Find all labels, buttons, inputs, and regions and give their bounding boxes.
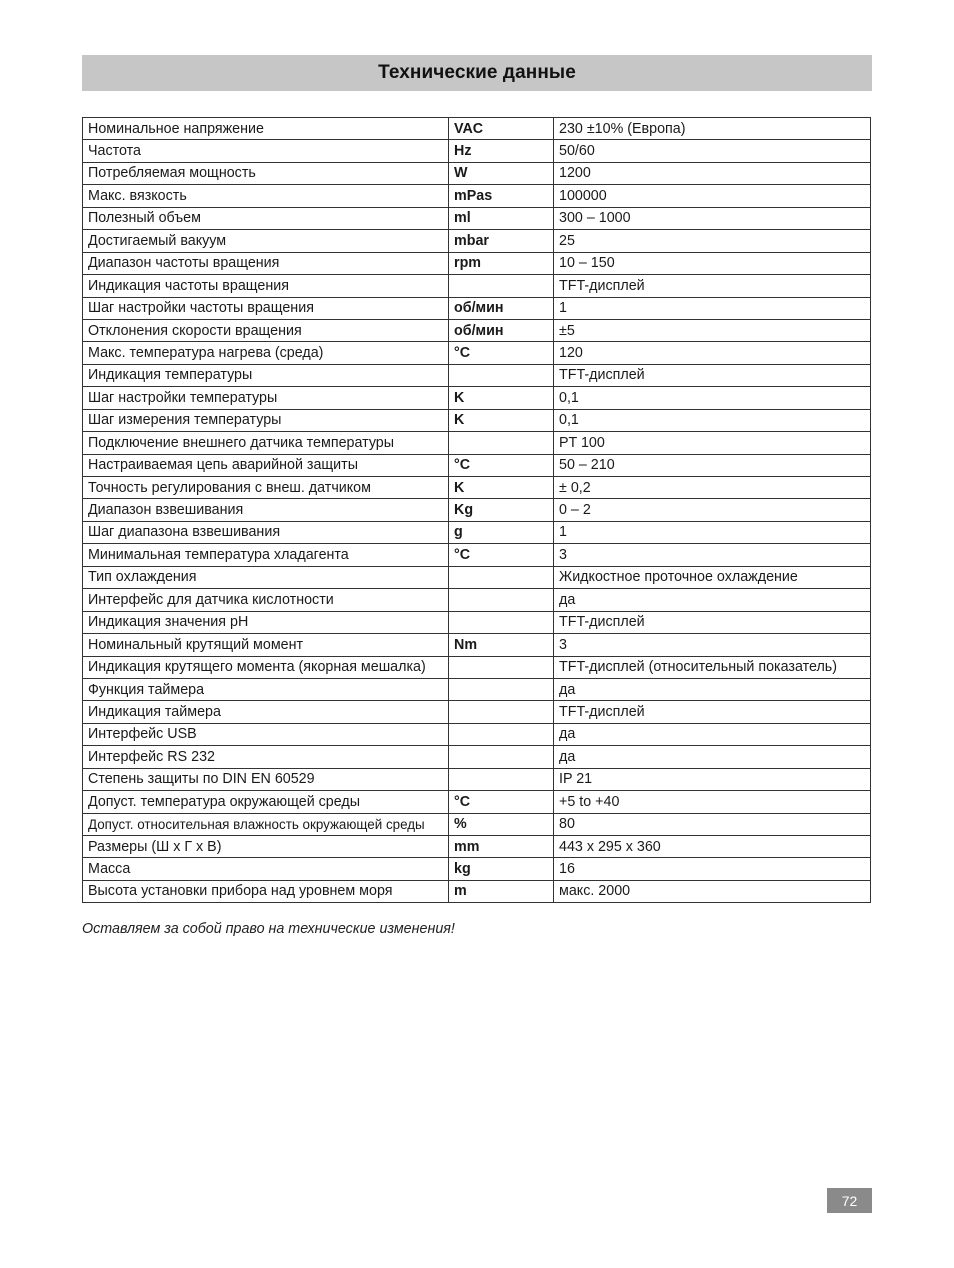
unit-cell: mPas [449, 185, 554, 207]
table-row [83, 678, 871, 700]
value-cell: +5 to +40 [554, 791, 871, 813]
table-row [83, 880, 871, 902]
value-cell: TFT-дисплей [554, 611, 871, 633]
value-cell: 10 – 150 [554, 252, 871, 274]
table-row [83, 521, 871, 543]
unit-cell: об/мин [449, 319, 554, 341]
unit-cell: Hz [449, 140, 554, 162]
table-row [83, 589, 871, 611]
unit-cell: kg [449, 858, 554, 880]
unit-cell [449, 656, 554, 678]
unit-cell [449, 589, 554, 611]
table-row [83, 319, 871, 341]
value-cell: 50 – 210 [554, 454, 871, 476]
param-cell: Индикация таймера [83, 701, 449, 723]
table-row [83, 342, 871, 364]
table-row [83, 836, 871, 858]
unit-cell: Nm [449, 634, 554, 656]
value-cell: 0 – 2 [554, 499, 871, 521]
param-cell: Точность регулирования с внеш. датчиком [83, 477, 449, 499]
param-cell: Подключение внешнего датчика температуры [83, 432, 449, 454]
table-row [83, 723, 871, 745]
unit-cell: ml [449, 207, 554, 229]
table-row [83, 297, 871, 319]
unit-cell: об/мин [449, 297, 554, 319]
value-cell: TFT-дисплей [554, 275, 871, 297]
unit-cell: rpm [449, 252, 554, 274]
param-cell: Макс. вязкость [83, 185, 449, 207]
value-cell: ± 0,2 [554, 477, 871, 499]
value-cell: TFT-дисплей [554, 364, 871, 386]
table-row [83, 118, 871, 140]
param-cell: Достигаемый вакуум [83, 230, 449, 252]
value-cell: макс. 2000 [554, 880, 871, 902]
param-cell: Шаг настройки частоты вращения [83, 297, 449, 319]
value-cell: 230 ±10% (Европа) [554, 118, 871, 140]
unit-cell [449, 566, 554, 588]
value-cell: 3 [554, 634, 871, 656]
param-cell: Степень защиты по DIN EN 60529 [83, 768, 449, 790]
param-cell: Макс. температура нагрева (среда) [83, 342, 449, 364]
table-row [83, 813, 871, 835]
value-cell: TFT-дисплей (относительный показатель) [554, 656, 871, 678]
param-cell: Частота [83, 140, 449, 162]
unit-cell [449, 364, 554, 386]
unit-cell [449, 768, 554, 790]
value-cell: 16 [554, 858, 871, 880]
unit-cell: Kg [449, 499, 554, 521]
specifications-table-body [83, 118, 871, 903]
table-row [83, 634, 871, 656]
value-cell: 50/60 [554, 140, 871, 162]
footnote: Оставляем за собой право на технические изменения! [82, 921, 455, 937]
value-cell: да [554, 746, 871, 768]
unit-cell [449, 275, 554, 297]
param-cell: Шаг диапазона взвешивания [83, 521, 449, 543]
value-cell: TFT-дисплей [554, 701, 871, 723]
section-title-bar [82, 55, 872, 91]
value-cell: 25 [554, 230, 871, 252]
unit-cell: VAC [449, 118, 554, 140]
table-row [83, 432, 871, 454]
param-cell: Диапазон взвешивания [83, 499, 449, 521]
table-row [83, 611, 871, 633]
param-cell: Индикация значения pH [83, 611, 449, 633]
table-row [83, 477, 871, 499]
value-cell: 443 x 295 x 360 [554, 836, 871, 858]
unit-cell: °C [449, 454, 554, 476]
param-cell: Индикация крутящего момента (якорная мешалка) [83, 656, 449, 678]
table-row [83, 185, 871, 207]
table-row [83, 387, 871, 409]
value-cell: 0,1 [554, 409, 871, 431]
param-cell: Интерфейс USB [83, 723, 449, 745]
unit-cell: K [449, 387, 554, 409]
page-number: 72 [827, 1188, 872, 1213]
param-cell: Масса [83, 858, 449, 880]
value-cell: 100000 [554, 185, 871, 207]
unit-cell [449, 723, 554, 745]
table-row [83, 275, 871, 297]
unit-cell [449, 678, 554, 700]
value-cell: да [554, 678, 871, 700]
value-cell: 1200 [554, 162, 871, 184]
unit-cell: °C [449, 544, 554, 566]
specifications-table [82, 117, 871, 903]
unit-cell: W [449, 162, 554, 184]
table-row [83, 499, 871, 521]
unit-cell: mbar [449, 230, 554, 252]
param-cell: Интерфейс RS 232 [83, 746, 449, 768]
param-cell: Минимальная температура хладагента [83, 544, 449, 566]
value-cell: 300 – 1000 [554, 207, 871, 229]
value-cell: PT 100 [554, 432, 871, 454]
param-cell: Диапазон частоты вращения [83, 252, 449, 274]
value-cell: 120 [554, 342, 871, 364]
value-cell: 3 [554, 544, 871, 566]
table-row [83, 746, 871, 768]
param-cell: Отклонения скорости вращения [83, 319, 449, 341]
param-cell: Допуст. температура окружающей среды [83, 791, 449, 813]
param-cell: Высота установки прибора над уровнем моря [83, 880, 449, 902]
table-row [83, 566, 871, 588]
value-cell: ±5 [554, 319, 871, 341]
table-row [83, 454, 871, 476]
value-cell: 80 [554, 813, 871, 835]
table-row [83, 858, 871, 880]
unit-cell [449, 611, 554, 633]
param-cell: Индикация частоты вращения [83, 275, 449, 297]
table-row [83, 162, 871, 184]
param-cell: Номинальное напряжение [83, 118, 449, 140]
param-cell: Номинальный крутящий момент [83, 634, 449, 656]
param-cell: Полезный объем [83, 207, 449, 229]
param-cell: Настраиваемая цепь аварийной защиты [83, 454, 449, 476]
value-cell: Жидкостное проточное охлаждение [554, 566, 871, 588]
unit-cell: m [449, 880, 554, 902]
table-row [83, 207, 871, 229]
unit-cell: K [449, 477, 554, 499]
value-cell: да [554, 723, 871, 745]
value-cell: 1 [554, 297, 871, 319]
value-cell: 1 [554, 521, 871, 543]
param-cell: Потребляемая мощность [83, 162, 449, 184]
param-cell: Допуст. относительная влажность окружающей среды [83, 813, 449, 835]
unit-cell: % [449, 813, 554, 835]
param-cell: Шаг настройки температуры [83, 387, 449, 409]
param-cell: Интерфейс для датчика кислотности [83, 589, 449, 611]
param-cell: Размеры (Ш x Г x В) [83, 836, 449, 858]
table-row [83, 544, 871, 566]
param-cell: Функция таймера [83, 678, 449, 700]
param-cell: Тип охлаждения [83, 566, 449, 588]
value-cell: IP 21 [554, 768, 871, 790]
table-row [83, 364, 871, 386]
table-row [83, 768, 871, 790]
table-row [83, 791, 871, 813]
param-cell: Индикация температуры [83, 364, 449, 386]
table-row [83, 701, 871, 723]
unit-cell: mm [449, 836, 554, 858]
table-row [83, 230, 871, 252]
unit-cell: g [449, 521, 554, 543]
unit-cell [449, 701, 554, 723]
table-row [83, 140, 871, 162]
table-row [83, 409, 871, 431]
unit-cell: °C [449, 342, 554, 364]
value-cell: 0,1 [554, 387, 871, 409]
unit-cell [449, 746, 554, 768]
value-cell: да [554, 589, 871, 611]
table-row [83, 252, 871, 274]
table-row [83, 656, 871, 678]
page-title: Технические данные [378, 62, 576, 83]
unit-cell: K [449, 409, 554, 431]
unit-cell: °C [449, 791, 554, 813]
param-cell: Шаг измерения температуры [83, 409, 449, 431]
unit-cell [449, 432, 554, 454]
